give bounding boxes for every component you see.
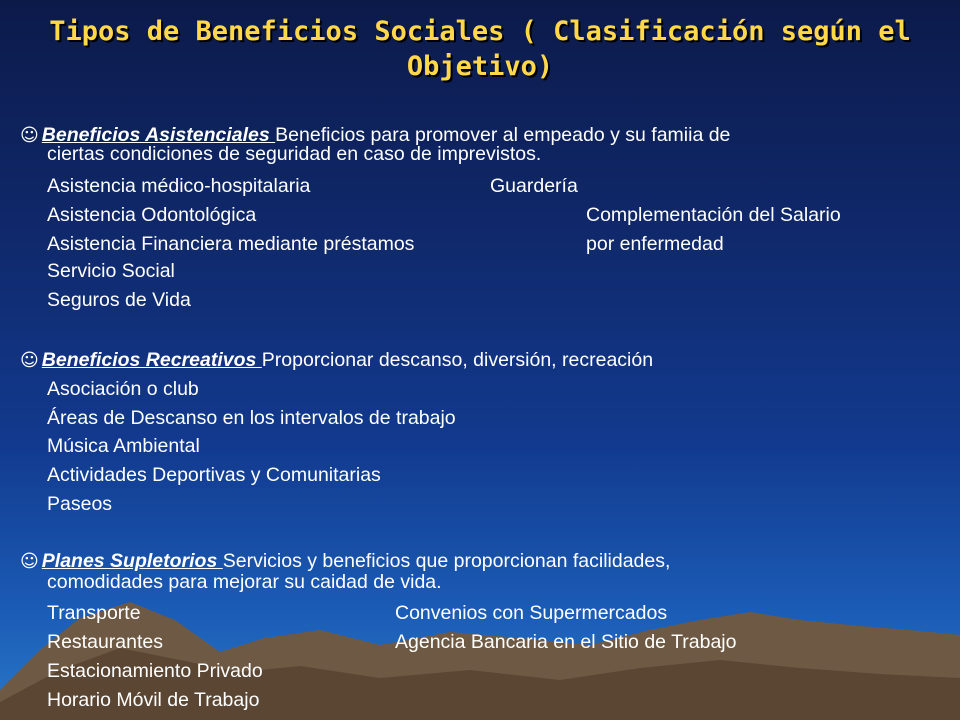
list-item: Restaurantes <box>47 631 163 653</box>
smiley-bullet-icon: ☺ <box>20 551 39 572</box>
list-item: Seguros de Vida <box>47 289 191 311</box>
list-item: por enfermedad <box>586 233 724 255</box>
list-item: Asistencia médico-hospitalaria <box>47 175 311 197</box>
list-item: Transporte <box>47 602 141 624</box>
list-item: Agencia Bancaria en el Sitio de Trabajo <box>395 631 737 653</box>
list-item: Guardería <box>490 175 578 197</box>
list-item: Estacionamiento Privado <box>47 660 263 682</box>
list-item: Asociación o club <box>47 378 199 400</box>
list-item: Asistencia Financiera mediante préstamos <box>47 233 415 255</box>
section-heading: Planes Supletorios <box>41 550 223 572</box>
section-description: Proporcionar descanso, diversión, recreación <box>261 349 654 371</box>
section-heading: Beneficios Asistenciales <box>41 124 276 146</box>
list-item: Convenios con Supermercados <box>395 602 668 624</box>
list-item: Servicio Social <box>47 260 175 282</box>
section-supletorios-line <box>20 550 670 573</box>
list-item: Música Ambiental <box>47 435 200 457</box>
smiley-bullet-icon: ☺ <box>20 350 39 371</box>
section-description: Beneficios para promover al empeado y su famiia de <box>275 124 731 146</box>
list-item: Asistencia Odontológica <box>47 204 257 226</box>
list-item: Actividades Deportivas y Comunitarias <box>47 464 381 486</box>
list-item: Horario Móvil de Trabajo <box>47 689 260 711</box>
section-recreativos-line <box>20 349 653 372</box>
section-description-cont: ciertas condiciones de seguridad en caso de imprevistos. <box>47 143 542 165</box>
section-description: Servicios y beneficios que proporcionan facilidades, <box>222 550 671 572</box>
list-item: Paseos <box>47 493 113 515</box>
slide-title: Tipos de Beneficios Sociales ( Clasificación según el Objetivo) <box>49 16 911 82</box>
section-description-cont: comodidades para mejorar su caidad de vida. <box>47 571 442 593</box>
section-heading: Beneficios Recreativos <box>41 349 262 371</box>
list-item: Complementación del Salario <box>586 204 841 226</box>
list-item: Áreas de Descanso en los intervalos de trabajo <box>47 407 456 429</box>
smiley-bullet-icon: ☺ <box>20 125 39 146</box>
